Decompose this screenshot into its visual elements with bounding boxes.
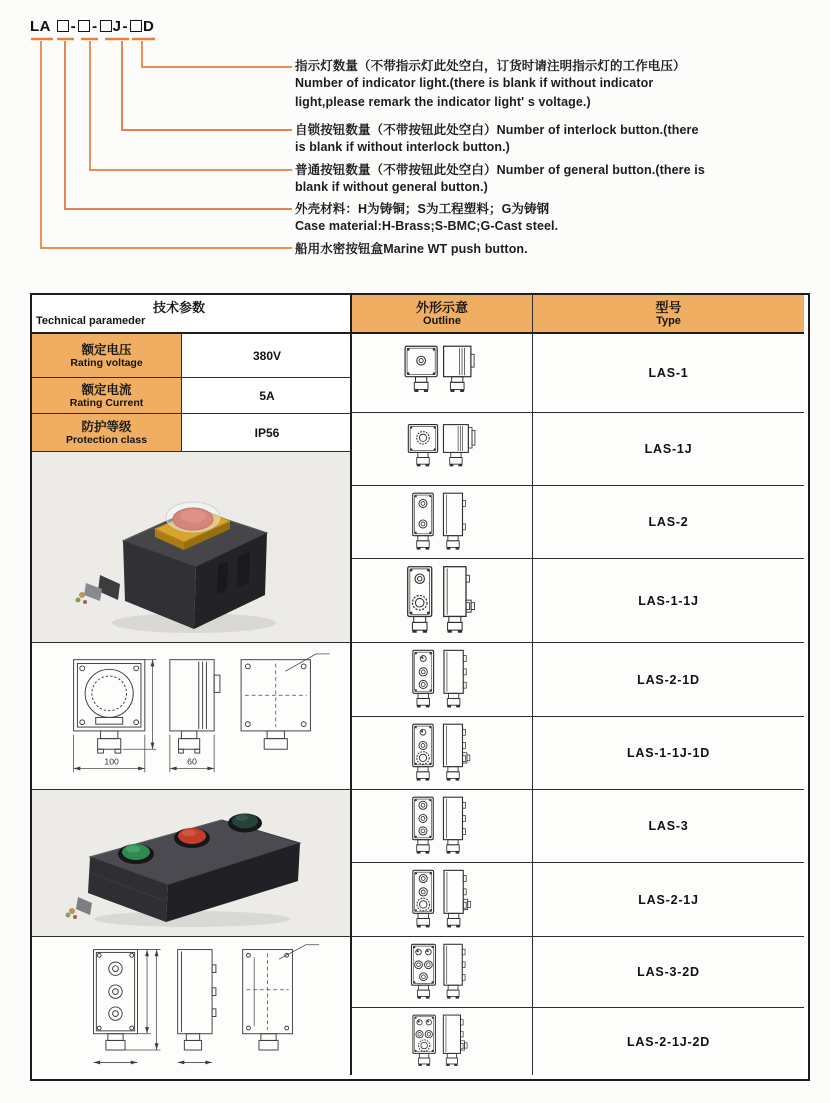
param-zh: 额定电压 xyxy=(81,342,132,357)
model-designation-diagram xyxy=(30,18,816,280)
param-value: 5A xyxy=(182,378,352,414)
header-type-zh: 型号 xyxy=(655,299,682,315)
type-label: LAS-2-1J-2D xyxy=(533,1008,804,1075)
outline-drawing-LAS-3 xyxy=(352,790,533,863)
dimension-drawing-three-button xyxy=(32,937,352,1075)
single-button-dimension-drawing xyxy=(37,646,347,786)
header-outline xyxy=(352,295,533,334)
product-photo-single-button xyxy=(32,452,352,643)
model-code-separator: - xyxy=(92,18,98,35)
three-button-dimension-drawing xyxy=(37,940,347,1072)
outline-drawing-LAS-2-1D xyxy=(352,643,533,717)
outline-drawing-LAS-1-1J xyxy=(352,559,533,643)
param-label-rating-voltage xyxy=(32,334,182,378)
type-label: LAS-2 xyxy=(533,486,804,559)
type-label: LAS-3-2D xyxy=(533,937,804,1008)
outline-drawing-LAS-1J xyxy=(352,413,533,486)
dim-label-width: 100 xyxy=(104,756,119,767)
header-technical-parameter xyxy=(32,295,352,334)
designation-explanation-line: Case material:H-Brass;S-BMC;G-Cast steel. xyxy=(295,219,559,233)
param-en: Rating voltage xyxy=(70,356,143,369)
single-button-box-photo xyxy=(42,457,342,638)
param-label-protection-class xyxy=(32,414,182,452)
param-en: Rating Current xyxy=(69,396,144,409)
outline-drawing-LAS-2-1J xyxy=(352,863,533,937)
param-en: Protection class xyxy=(65,433,148,446)
header-type-en: Type xyxy=(656,314,681,327)
outline-drawing-LAS-2 xyxy=(352,486,533,559)
designation-explanation-line: blank if without general button.) xyxy=(295,180,488,194)
designation-explanation-line: 船用水密按钮盒Marine WT push button. xyxy=(295,242,528,256)
designation-explanation-line: 自锁按钮数量（不带按钮此处空白）Number of interlock button.(there xyxy=(295,123,699,137)
header-type xyxy=(533,295,804,334)
type-label: LAS-1J xyxy=(533,413,804,486)
dim-label-depth: 60 xyxy=(187,756,197,767)
designation-explanation-line: 外壳材料：H为铸铜；S为工程塑料；G为铸钢 xyxy=(295,202,550,216)
type-label: LAS-1-1J xyxy=(533,559,804,643)
designation-explanations xyxy=(30,18,816,280)
dimension-drawing-single-button xyxy=(32,643,352,790)
type-label: LAS-1 xyxy=(533,334,804,413)
param-label-rating-current xyxy=(32,378,182,414)
header-technical-zh: 技术参数 xyxy=(152,299,205,315)
outline-drawing-LAS-1-1J-1D xyxy=(352,717,533,790)
product-photo-three-button xyxy=(32,790,352,937)
designation-explanation-line: is blank if without interlock button.) xyxy=(295,140,510,154)
three-button-box-photo xyxy=(42,795,342,932)
outline-drawing-LAS-3-2D xyxy=(352,937,533,1008)
designation-explanation-line: 普通按钮数量（不带按钮此处空白）Number of general button.(there is xyxy=(295,163,705,177)
model-code-separator: - xyxy=(122,18,129,35)
designation-explanation-line: Number of indicator light.(there is blank if without indicator xyxy=(295,76,654,90)
param-zh: 防护等级 xyxy=(81,419,132,434)
spec-table xyxy=(30,293,810,1081)
outline-drawing-LAS-1 xyxy=(352,334,533,413)
param-value: IP56 xyxy=(182,414,352,452)
model-code-suffix: J xyxy=(112,18,122,35)
param-zh: 额定电流 xyxy=(81,382,132,397)
type-label: LAS-1-1J-1D xyxy=(533,717,804,790)
designation-explanation-line: light,please remark the indicator light' s voltage.) xyxy=(295,95,591,109)
type-label: LAS-3 xyxy=(533,790,804,863)
model-code-separator: - xyxy=(70,18,77,35)
header-outline-zh: 外形示意 xyxy=(415,299,468,315)
header-technical-en: Technical parameder xyxy=(36,314,146,327)
model-code-prefix: LA xyxy=(30,18,56,35)
section-divider xyxy=(350,295,352,1075)
header-outline-en: Outline xyxy=(423,314,461,327)
param-value: 380V xyxy=(182,334,352,378)
outline-drawing-LAS-2-1J-2D xyxy=(352,1008,533,1075)
designation-explanation-line: 指示灯数量（不带指示灯此处空白，订货时请注明指示灯的工作电压） xyxy=(295,59,686,73)
type-label: LAS-2-1J xyxy=(533,863,804,937)
type-label: LAS-2-1D xyxy=(533,643,804,717)
model-code-suffix: D xyxy=(143,18,155,35)
